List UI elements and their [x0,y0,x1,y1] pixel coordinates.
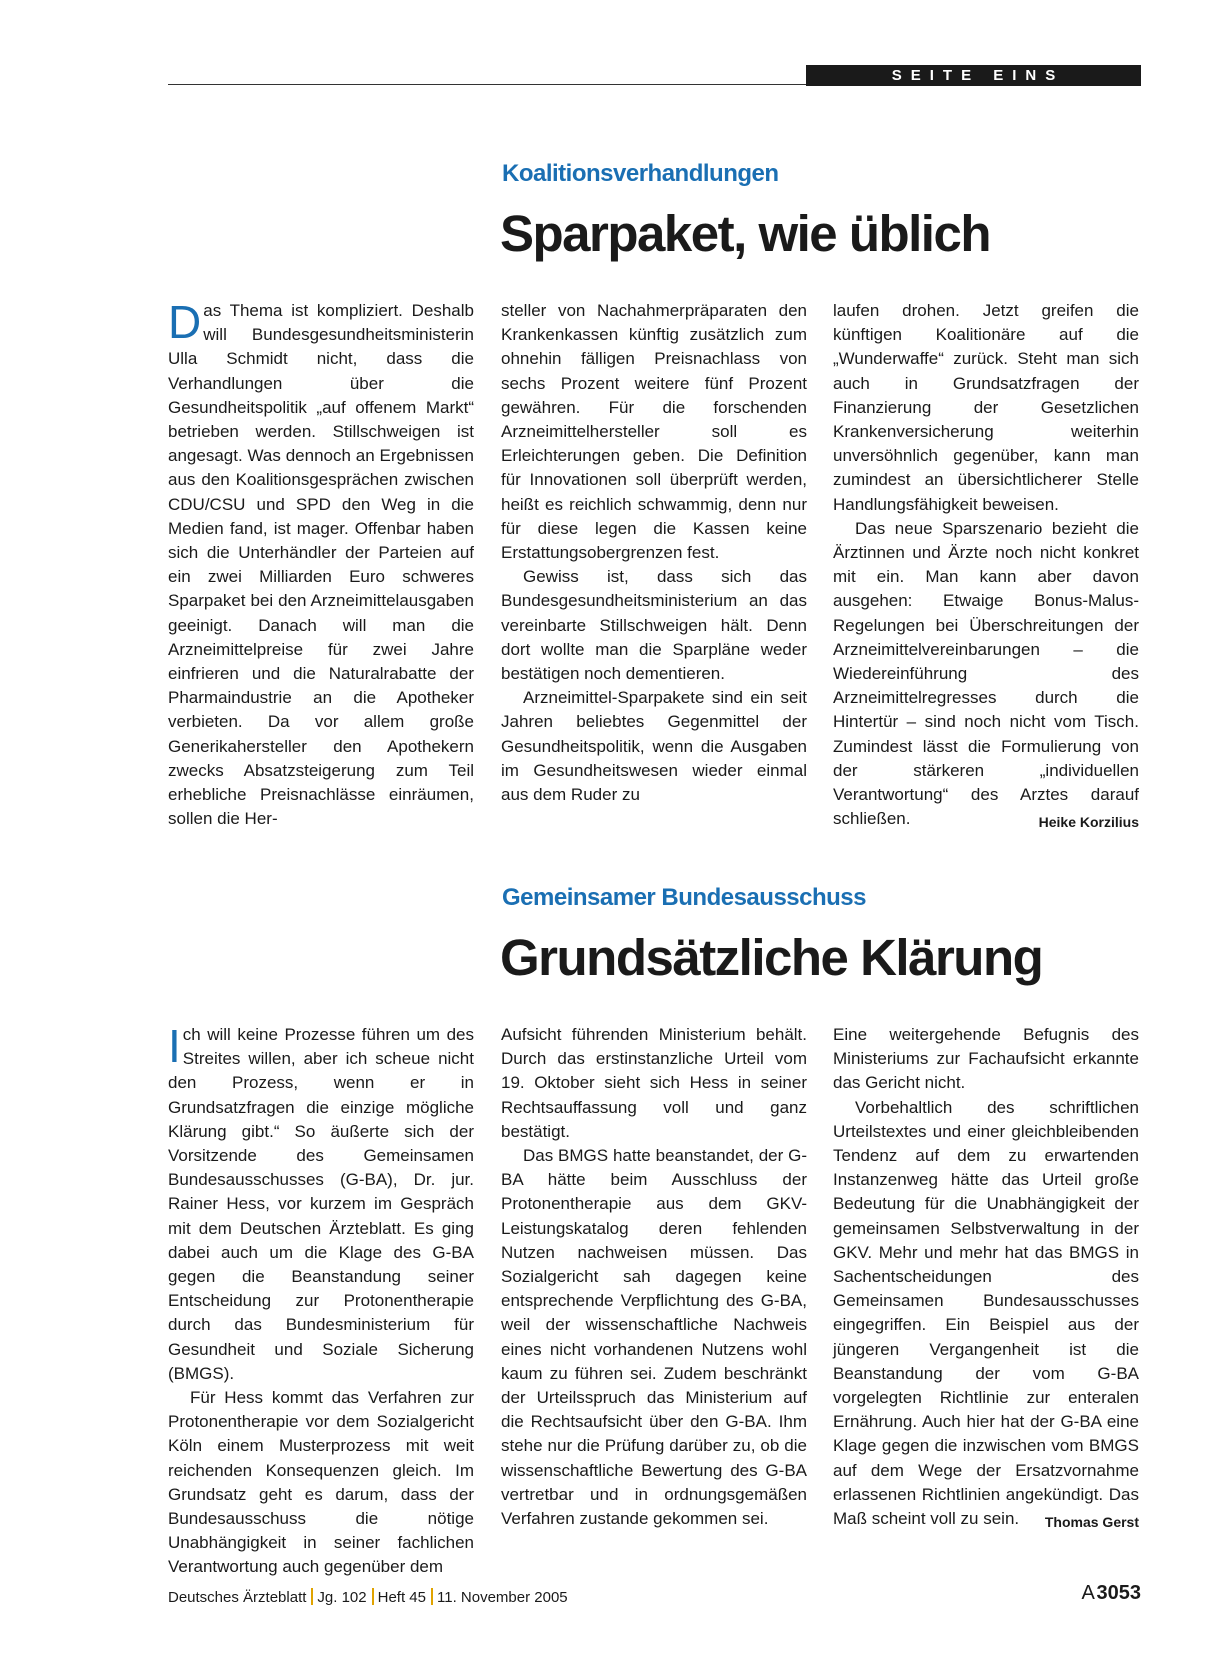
article1-column-1 [168,296,474,831]
footer-journal: Deutsches Ärzteblatt [168,1589,307,1606]
page-number-value: 3053 [1096,1582,1141,1604]
article1-col1-text: as Thema ist kompliziert. Deshalb will Bundesgesundheitsministerin Ulla Schmidt nicht, dass die Verhandlungen über die Gesundheitspolitik „auf offenem Markt“ betrieben werden. Stillschweigen ist angesagt. Was dennoch an Ergebnissen aus den Koalitionsgesprächen zwischen CDU/CSU und SPD den Weg in die Medien fand, ist mager. Offenbar haben sich die Unterhändler der Parteien auf ein zwei Milliarden Euro schweres Sparpaket bei den Arzneimittelausgaben geeinigt. Danach will man die Arzneimittelpreise für zwei Jahre einfrieren und die Naturalrabatte der Pharmaindustrie an die Apotheker verbieten. Da vor allem große Generikahersteller den Apothekern zwecks Absatzsteigerung zum Teil erhebliche Preisnachlässe einräumen, sollen die Her- [168,301,474,829]
article1-column-3 [833,299,1139,834]
footer-date: 11. November 2005 [437,1589,568,1606]
article1-col3-p1: laufen drohen. Jetzt greifen die künftigen Koalitionäre auf die „Wunderwaffe“ zurück. Steht man sich auch in Grundsatzfragen der Finanzierung der Gesetzlichen Krankenversicherung weiterhin unversöhnlich gegenüber, kann man zumindest an übersichtlicherer Stelle Handlungsfähigkeit beweisen. [833,301,1139,514]
article1-headline: Sparpaket, wie üblich [500,205,990,262]
article2-column-3 [833,1023,1139,1534]
article2-col3-p1: Eine weitergehende Befugnis des Ministeriums zur Fachaufsicht erkannte das Gericht nicht. [833,1025,1139,1093]
article2-column-2 [501,1023,807,1531]
article2-col1-p2: Für Hess kommt das Verfahren zur Protonentherapie vor dem Sozialgericht Köln einem Musterprozess mit weit reichenden Konsequenzen gleich. Im Grundsatz geht es darum, dass der Bundesausschuss die nötige Unabhängigkeit in seiner fachlichen Verantwortung auch gegenüber dem [168,1388,474,1577]
footer-citation [168,1588,568,1606]
article2-col2-p2: Das BMGS hatte beanstandet, der G-BA hätte beim Ausschluss der Protonentherapie aus dem GKV-Leistungskatalog deren fehlenden Nutzen nachweisen müssen. Das Sozialgericht sah dagegen keine entsprechende Verpflichtung des G-BA, weil der wissenschaftliche Nachweis eines nicht vorhandenen Nutzens wohl kaum zu führen sei. Zudem beschränkt der Urteilsspruch das Ministerium auf die Rechtsaufsicht über den G-BA. Ihm stehe nur die Prüfung darüber zu, ob die wissenschaftliche Bewertung des G-BA vertretbar und in ordnungsgemäßen Verfahren zustande gekommen sei. [501,1146,807,1529]
article1-column-2 [501,299,807,807]
footer-separator [311,1588,313,1605]
footer-separator [431,1588,433,1605]
article1-dropcap: D [168,296,202,348]
article2-author: Thomas Gerst [1044,1514,1139,1531]
article1-col3-p2 [833,517,1139,832]
section-label: SEITE EINS [806,65,1141,86]
article2-col2-p1: Aufsicht führenden Ministerium behält. Durch das erstinstanzliche Urteil vom 19. Oktober sieht sich Hess in seiner Rechtsauffassung voll und ganz bestätigt. [501,1025,807,1141]
footer-separator [372,1588,374,1605]
article2-kicker: Gemeinsamer Bundesausschuss [502,884,866,911]
article2-col1-p1-text: ch will keine Prozesse führen um des Streites willen, aber ich scheue nicht den Prozess, wenn er in Grundsatzfragen die einzige mögliche Klärung gibt.“ So äußerte sich der Vorsitzende des Gemeinsamen Bundesausschusses (G-BA), Dr. jur. Rainer Hess, vor kurzem im Gespräch mit dem Deutschen Ärzteblatt. Es ging dabei auch um die Klage des G-BA gegen die Beanstandung seiner Entscheidung zur Protonentherapie durch das Bundesministerium für Gesundheit und Soziale Sicherung (BMGS). [168,1025,474,1383]
page-number [1081,1582,1141,1605]
footer-volume: Jg. 102 [317,1589,367,1606]
article2-col3-p2-text: Vorbehaltlich des schriftlichen Urteilstextes und einer gleichbleibenden Tendenz auf dem zu erwartenden Instanzenweg hätte das Urteil große Bedeutung für die Unabhängigkeit der gemeinsamen Selbstverwaltung in der GKV. Mehr und mehr hat das BMGS in Sachentscheidungen des Gemeinsamen Bundesausschusses eingegriffen. Ein Beispiel aus der jüngeren Vergangenheit ist die Beanstandung der vom G-BA vorgelegten Richtlinie zur enteralen Ernährung. Auch hier hat der G-BA eine Klage gegen die inzwischen vom BMGS auf dem Wege der Ersatzvornahme erlassenen Richtlinien angekündigt. Das Maß scheint voll zu sein. [833,1097,1139,1529]
article2-col3-p2 [833,1096,1139,1532]
article1-col2-p2: Gewiss ist, dass sich das Bundesgesundheitsministerium an das vereinbarte Stillschweigen hält. Denn dort wollte man die Sparpläne weder bestätigen noch dementieren. [501,567,807,684]
footer-issue: Heft 45 [377,1589,426,1606]
article2-column-1 [168,1020,474,1580]
article1-paragraph [168,296,474,831]
article1-col2-p1: steller von Nachahmerpräparaten den Krankenkassen künftig zusätzlich zum ohnehin fälligen Preisnachlass von sechs Prozent weitere fünf Prozent gewähren. Für die forschenden Arzneimittelhersteller soll es Erleichterungen geben. Die Definition für Innovationen soll überprüft werden, heißt es reichlich schwammig, denn nur für diese legen die Kassen keine Erstattungsobergrenzen fest. [501,301,807,563]
article1-col2-p3: Arzneimittel-Sparpakete sind ein seit Jahren beliebtes Gegenmittel der Gesundheitspolitik, wenn die Ausgaben im Gesundheitswesen wieder einmal aus dem Ruder zu [501,688,807,805]
article1-col3-p2-text: Das neue Sparszenario bezieht die Ärztinnen und Ärzte noch nicht konkret mit ein. Man kann aber davon ausgehen: Etwaige Bonus-Malus-Regelungen bei Überschreitungen der Arzneimittelvereinbarungen – die Wiedereinführung des Arzneimittelregresses durch die Hintertür – sind noch nicht vom Tisch. Zumindest lässt die Formulierung von der stärkeren „individuellen Verantwortung“ des Arztes darauf schließen. [833,518,1139,829]
page-prefix: A [1081,1582,1095,1604]
article2-headline: Grundsätzliche Klärung [500,929,1043,986]
article1-author: Heike Korzilius [1038,814,1139,831]
article1-kicker: Koalitionsverhandlungen [502,160,779,187]
article2-col1-p1 [168,1020,474,1386]
article2-dropcap: I [168,1020,181,1072]
